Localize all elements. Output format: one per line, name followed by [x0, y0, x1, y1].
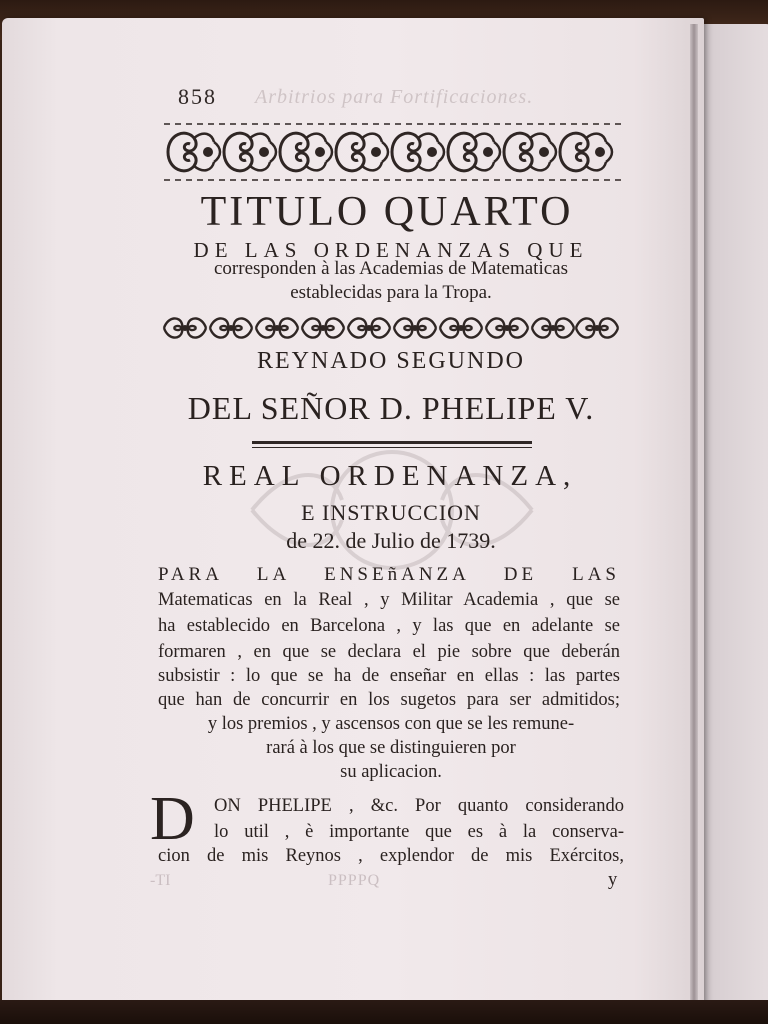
decree-subtitle: E INSTRUCCION	[301, 500, 481, 525]
page-number: 858	[178, 84, 217, 109]
decree-date: de 22. de Julio de 1739.	[286, 528, 496, 553]
bleed-through-footer-left: -TI	[150, 872, 171, 889]
summary-line: y los premios , y ascensos con que se les remune-	[207, 714, 575, 734]
catchword: y	[608, 870, 618, 890]
reign-heading: REYNADO SEGUNDO	[257, 348, 525, 374]
body-line: ON PHELIPE , &c. Por quanto considerando	[214, 796, 624, 816]
book-gutter	[690, 24, 698, 1014]
summary-line: formaren , en que se declara el pie sobre que deberán	[158, 642, 620, 662]
decree-title: REAL ORDENANZA,	[202, 460, 578, 492]
summary-line: que han de concurrir en los sugetos para ser admitidos;	[158, 690, 620, 710]
bleed-through-signature-mark: PPPPQ	[328, 872, 381, 889]
summary-line: su aplicacion.	[340, 762, 442, 782]
summary-line: rará à los que se distinguieren por	[266, 738, 516, 758]
desk-background-bottom	[0, 1000, 768, 1024]
summary-line: subsistir : lo que se ha de enseñar en ellas : las partes	[158, 666, 620, 686]
drop-cap: D	[150, 785, 195, 853]
chapter-subtitle-line3: establecidas para la Tropa.	[290, 282, 492, 303]
summary-line: ha establecido en Barcelona , y las que en adelante se	[158, 616, 620, 636]
summary-line: Matematicas en la Real , y Militar Academia , que se	[158, 590, 620, 610]
body-line: cion de mis Reynos , explendor de mis Exércitos,	[158, 846, 624, 866]
headpiece-ornament	[164, 120, 622, 184]
facing-page	[694, 24, 768, 1014]
bleed-through-running-head: Arbitrios para Fortificaciones.	[255, 86, 534, 108]
monarch-heading: DEL SEÑOR D. PHELIPE V.	[187, 390, 595, 426]
chapter-title: TITULO QUARTO	[200, 189, 574, 235]
summary-line: PARA LA ENSEñANZA DE LAS	[158, 564, 620, 585]
fleuron-band-ornament	[162, 312, 620, 344]
chapter-subtitle-line2: corresponden à las Academias de Matematicas	[214, 258, 568, 279]
body-line: lo util , è importante que es à la conserva-	[214, 822, 624, 842]
chapter-subtitle-line1: DE LAS ORDENANZAS QUE	[193, 238, 589, 262]
